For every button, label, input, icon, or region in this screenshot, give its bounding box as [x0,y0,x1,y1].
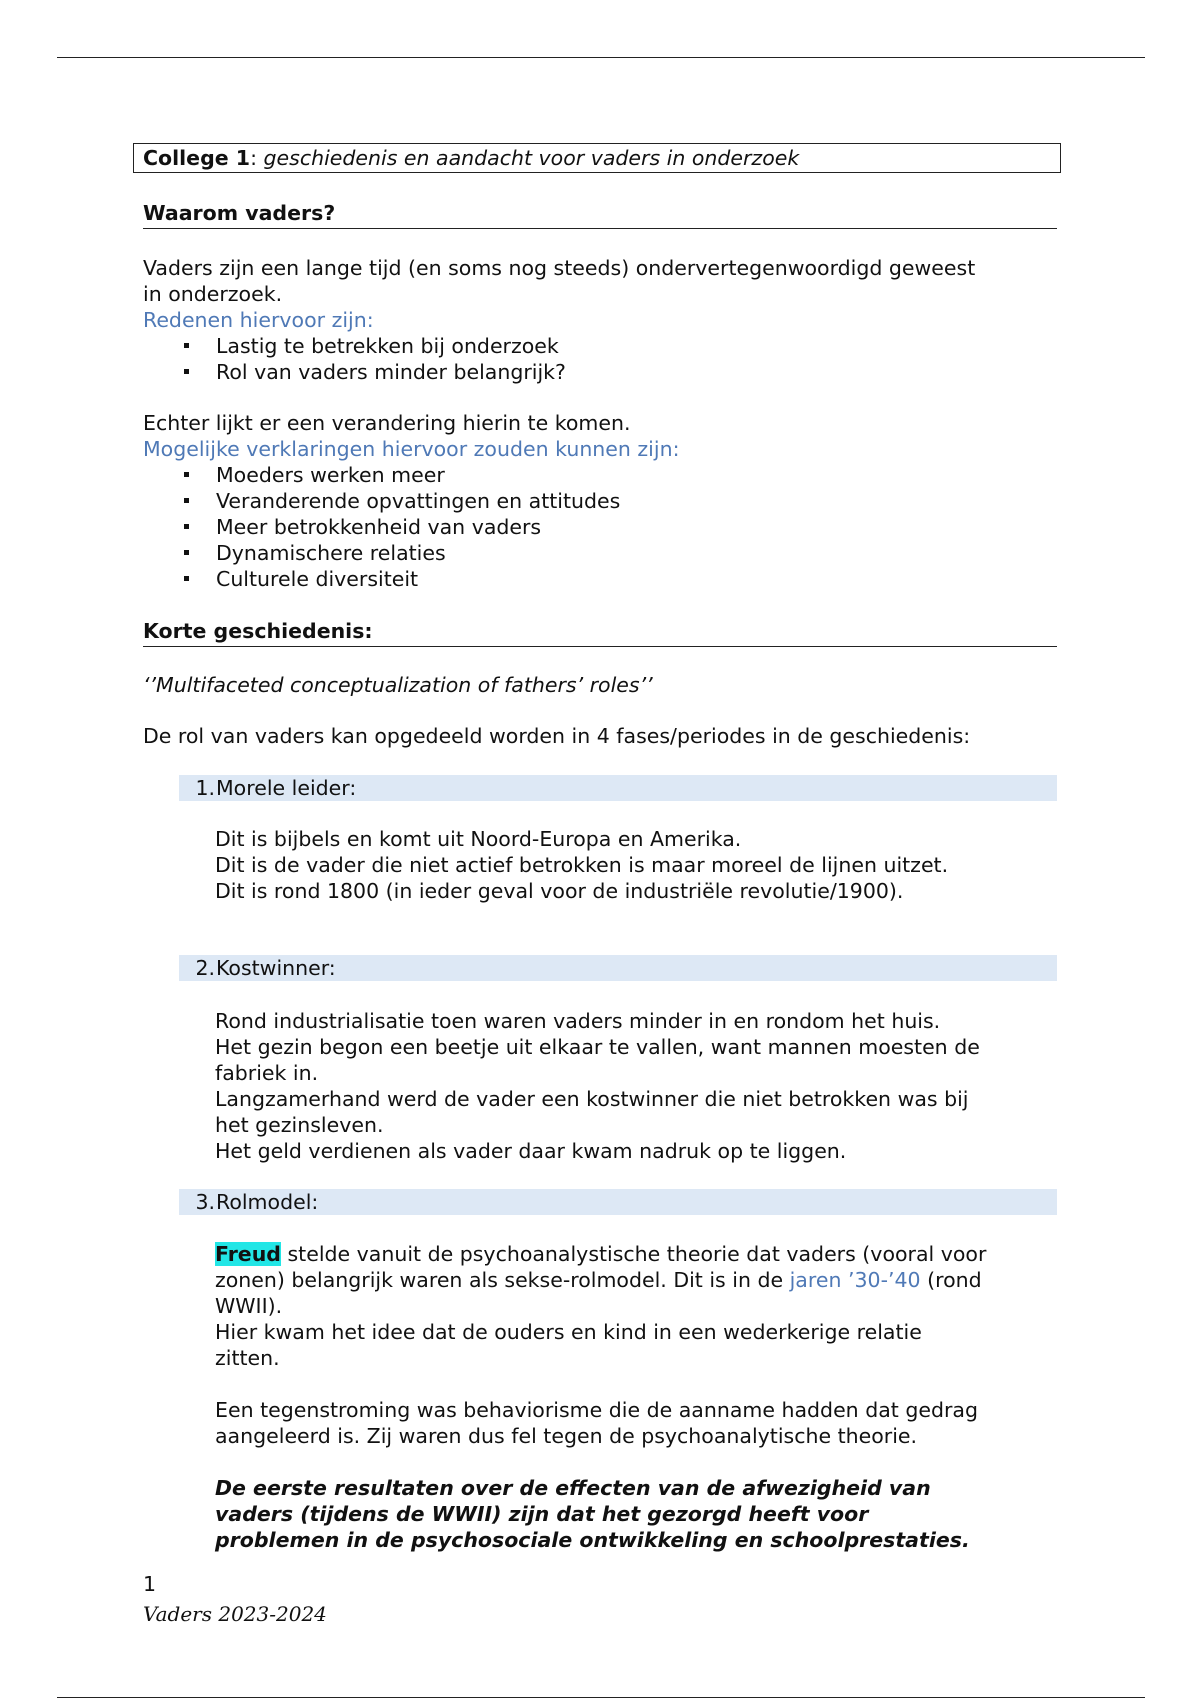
page-number: 1 [143,1572,157,1596]
footer-doc-title: Vaders 2023-2024 [143,1602,327,1626]
section-heading-waarom: Waarom vaders? [143,200,1057,229]
phase-1-number: 1. [195,776,215,800]
intro-paragraph [143,255,975,385]
list-item: Culturele diversiteit [143,566,679,592]
phase-3-p1-line-5: zitten. [215,1346,280,1370]
phase-3-p1-line-2: zonen) belangrijk waren als sekse-rolmodel. Dit is in de jaren ’30-’40 (rond [215,1268,982,1292]
phase-1-label: Morele leider: [216,776,357,800]
phase-3-p3-line: vaders (tijdens de WWII) zijn dat het gezorgd heeft voor [215,1502,869,1526]
phase-1-line: Dit is de vader die niet actief betrokken is maar moreel de lijnen uitzet. [215,853,949,877]
bottom-rule [57,1697,1145,1698]
bullet-square-icon [184,343,189,348]
phase-3-p3-line: De eerste resultaten over de effecten van de afwezigheid van [215,1476,931,1500]
phase-3-label: Rolmodel: [216,1190,319,1214]
phase-1-line: Dit is bijbels en komt uit Noord-Europa en Amerika. [215,827,742,851]
phase-3-body [215,1241,1075,1553]
phase-1-line: Dit is rond 1800 (in ieder geval voor de industriële revolutie/1900). [215,879,904,903]
bullet-square-icon [184,369,189,374]
list-item: Veranderende opvattingen en attitudes [143,488,679,514]
explanations-list [143,462,679,592]
list-item: Lastig te betrekken bij onderzoek [143,333,975,359]
phase-1-header [179,775,1057,801]
intro-line-1: Vaders zijn een lange tijd (en soms nog steeds) ondervertegenwoordigd geweest [143,256,976,280]
phase-3-p3-line: problemen in de psychosociale ontwikkeling en schoolprestaties. [215,1528,970,1552]
bullet-square-icon [184,524,189,529]
lecture-title-separator: : [250,146,264,170]
phase-2-line: Rond industrialisatie toen waren vaders minder in en rondom het huis. [215,1009,941,1033]
phase-2-line: Langzamerhand werd de vader een kostwinner die niet betrokken was bij [215,1087,969,1111]
phase-3-p1-line-4: Hier kwam het idee dat de ouders en kind in een wederkerige relatie [215,1320,922,1344]
phase-3-number: 3. [195,1190,215,1214]
phase-2-label: Kostwinner: [216,956,336,980]
phase-2-line: het gezinsleven. [215,1113,384,1137]
phase-3-p2-line: Een tegenstroming was behaviorisme die de aanname hadden dat gedrag [215,1398,978,1422]
section-heading-geschiedenis: Korte geschiedenis: [143,618,1057,647]
change-text: Echter lijkt er een verandering hierin te komen. [143,411,631,435]
lecture-number: College 1 [143,146,251,170]
lecture-title-box [133,143,1061,173]
phase-3-p1-line-3: WWII). [215,1294,283,1318]
list-item: Meer betrokkenheid van vaders [143,514,679,540]
bullet-square-icon [184,498,189,503]
bullet-square-icon [184,576,189,581]
phase-3-header [179,1189,1057,1215]
list-item: Dynamischere relaties [143,540,679,566]
phases-intro: De rol van vaders kan opgedeeld worden in 4 fases/periodes in de geschiedenis: [143,724,971,748]
phase-1-body [215,826,1075,904]
change-paragraph [143,410,679,592]
explanations-label: Mogelijke verklaringen hiervoor zouden kunnen zijn: [143,437,680,461]
intro-line-2: in onderzoek. [143,282,283,306]
reasons-label: Redenen hiervoor zijn: [143,308,374,332]
bullet-square-icon [184,472,189,477]
phase-2-number: 2. [195,956,215,980]
reasons-list [0,333,975,385]
list-item: Moeders werken meer [143,462,679,488]
phase-3-p1-line-1: Freud stelde vanuit de psychoanalystische theorie dat vaders (vooral voor [215,1242,987,1266]
freud-highlight: Freud [215,1242,281,1266]
phase-2-line: Het gezin begon een beetje uit elkaar te vallen, want mannen moesten de [215,1035,980,1059]
quote-text: ‘’Multifaceted conceptualization of fathers’ roles’’ [143,673,653,697]
phase-3-p2-line: aangeleerd is. Zij waren dus fel tegen de psychoanalytische theorie. [215,1424,918,1448]
phase-2-body [215,1008,1075,1164]
list-item: Rol van vaders minder belangrijk? [143,359,975,385]
phase-2-line: Het geld verdienen als vader daar kwam nadruk op te liggen. [215,1139,847,1163]
phase-2-header [179,955,1057,981]
lecture-subtitle: geschiedenis en aandacht voor vaders in onderzoek [263,146,800,170]
phase-2-line: fabriek in. [215,1061,319,1085]
bullet-square-icon [184,550,189,555]
top-rule [57,57,1145,58]
years-link-text: jaren ’30-’40 [789,1268,921,1292]
